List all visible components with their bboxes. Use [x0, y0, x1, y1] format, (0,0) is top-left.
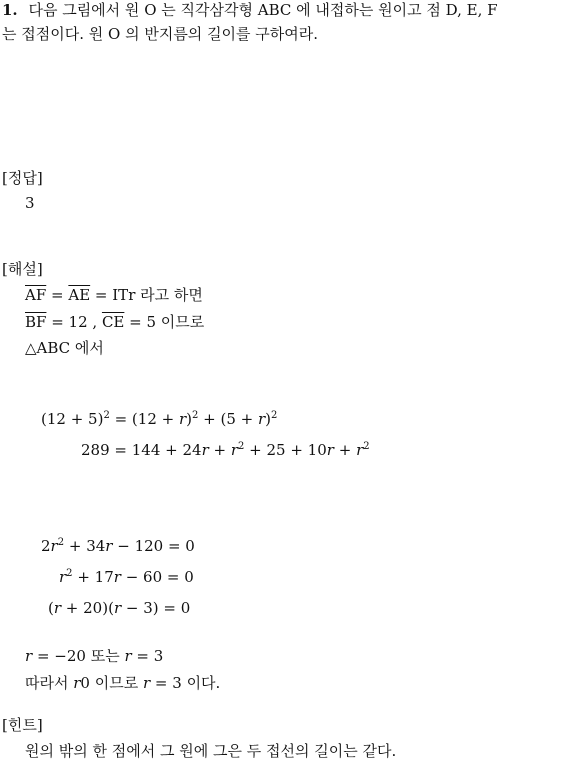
- equation-5: [48, 598, 190, 618]
- result2-end: = 3 이다.: [150, 674, 221, 692]
- eq5-r1: r: [53, 599, 62, 617]
- segment-ae: $\overline{AE}$: [68, 286, 91, 304]
- equation-1: [41, 409, 277, 429]
- eq2-r2: r: [230, 441, 239, 459]
- segment-bf: $\overline{BF}$: [25, 313, 47, 331]
- problem-number: 1.: [2, 1, 18, 19]
- eq4-mid: + 17: [72, 568, 114, 586]
- solution-line-2-mid: = 12 ,: [46, 313, 102, 331]
- eq1-mid: = (12 +: [109, 410, 179, 428]
- solution-line-1: $\overline{AF} = \overline{AE}$ = ITr 라고 하면: [25, 286, 203, 304]
- eq5-end: − 3) = 0: [121, 599, 191, 617]
- eq4-r1: r: [59, 568, 67, 586]
- problem-line-2: 는 접점이다. 원 O 의 반지름의 길이를 구하여라.: [2, 25, 319, 43]
- solution-line-2: [25, 312, 204, 332]
- eq3-end: − 120 = 0: [112, 537, 195, 555]
- eq4-sq: 2: [66, 568, 73, 579]
- eq1-r2: r: [258, 410, 266, 428]
- eq2-r3: r: [326, 441, 334, 459]
- eq1-sq1: 2: [103, 410, 110, 421]
- equation-3: [41, 536, 195, 556]
- hint-text: 원의 밖의 한 점에서 그 원에 그은 두 접선의 길이는 같다.: [25, 742, 397, 760]
- segment-ce: $\overline{CE}$: [101, 313, 125, 331]
- eq2-r1: r: [201, 441, 209, 459]
- eq2-plus1: +: [208, 441, 231, 459]
- solution-line-2-tail: = 5 이므로: [124, 313, 205, 331]
- eq2-sq2: 2: [363, 441, 370, 452]
- equation-2: [81, 440, 370, 460]
- answer-value: 3: [25, 194, 35, 212]
- eq2-sq1: 2: [238, 441, 245, 452]
- eq4-end: − 60 = 0: [120, 568, 194, 586]
- result-line-2: [25, 673, 220, 693]
- result2-mid: 0 이므로: [80, 674, 143, 692]
- problem-line-1: [2, 0, 498, 20]
- answer-heading: [정답]: [2, 169, 43, 187]
- hint-heading: [힌트]: [2, 716, 43, 734]
- result2-r1: r: [73, 674, 81, 692]
- eq2-r4: r: [356, 441, 364, 459]
- eq3-r1: r: [50, 537, 58, 555]
- result1-end: = 3: [131, 647, 164, 665]
- eq1-lhs: (12 + 5): [41, 410, 104, 428]
- segment-af: $\overline{AF}$: [25, 286, 47, 304]
- eq1-mid3: + (5 +: [198, 410, 258, 428]
- result1-r2: r: [124, 647, 132, 665]
- equation-4: [59, 567, 194, 587]
- problem-text-1: 다음 그림에서 원 O 는 직각삼각형 ABC 에 내접하는 원이고 점 D, E, F: [28, 1, 498, 19]
- eq2-mid: + 25 + 10: [244, 441, 327, 459]
- eq3-start: 2: [41, 537, 51, 555]
- eq1-sq3: 2: [271, 410, 278, 421]
- eq2-plus2: +: [333, 441, 357, 459]
- result1-r1: r: [25, 647, 33, 665]
- eq5-start: (: [48, 599, 54, 617]
- result-line-1: [25, 646, 163, 666]
- eq1-mid2: ): [186, 410, 193, 428]
- eq2-start: 289 = 144 + 24: [81, 441, 202, 459]
- solution-line-3: △ABC 에서: [25, 339, 104, 357]
- result1-mid: = −20 또는: [32, 647, 125, 665]
- result2-start: 따라서: [25, 674, 74, 692]
- eq1-r1: r: [178, 410, 187, 428]
- eq3-r2: r: [105, 537, 113, 555]
- solution-heading: [해설]: [2, 260, 43, 278]
- eq5-r2: r: [113, 599, 122, 617]
- solution-line-1-tail: = ITr 라고 하면: [90, 286, 203, 304]
- eq3-mid: + 34: [64, 537, 106, 555]
- eq4-r2: r: [113, 568, 121, 586]
- eq1-end: ): [265, 410, 272, 428]
- eq5-mid: + 20)(: [61, 599, 114, 617]
- eq1-sq2: 2: [192, 410, 199, 421]
- eq3-sq: 2: [57, 537, 65, 548]
- result2-r2: r: [142, 674, 151, 692]
